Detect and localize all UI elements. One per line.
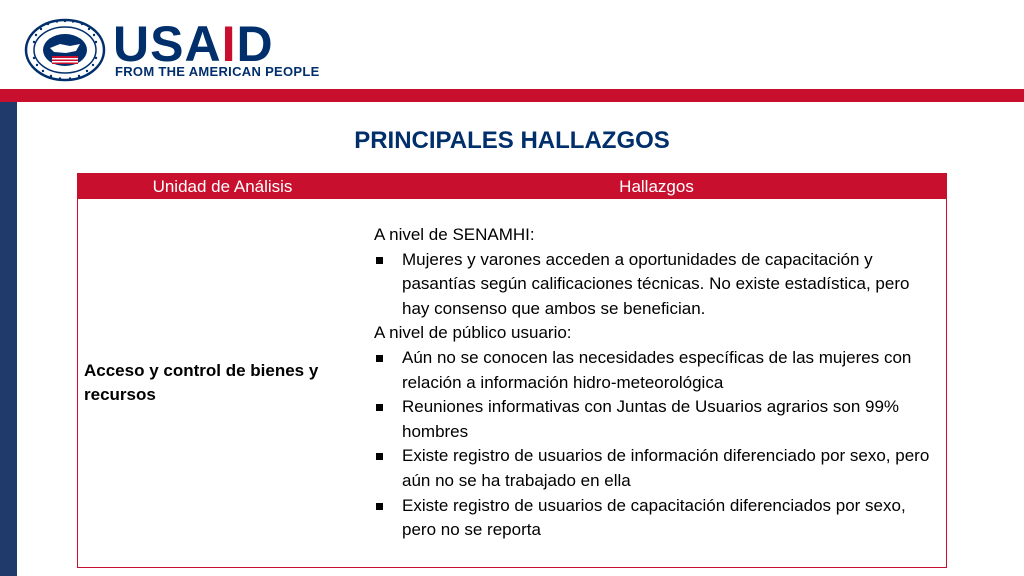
left-accent-bar xyxy=(0,102,17,576)
usaid-seal-icon xyxy=(24,18,106,82)
list-item xyxy=(374,494,938,543)
square-bullet-icon xyxy=(376,503,383,510)
list-item xyxy=(374,248,938,322)
logo-wordmark xyxy=(113,16,274,72)
square-bullet-icon xyxy=(376,404,383,411)
square-bullet-icon xyxy=(376,257,383,264)
section-heading-public-users: A nivel de público usuario: xyxy=(374,323,572,343)
unit-of-analysis-cell xyxy=(78,199,367,567)
unit-of-analysis-text: Acceso y control de bienes y recursos xyxy=(84,361,319,404)
public-users-findings-list xyxy=(374,346,938,543)
findings-table xyxy=(77,173,947,568)
list-item xyxy=(374,444,938,493)
table-body-row xyxy=(78,199,946,567)
usaid-logo xyxy=(113,16,320,80)
list-item-text: Existe registro de usuarios de capacitación diferenciados por sexo, pero no se reporta xyxy=(402,495,906,540)
list-item xyxy=(374,346,938,395)
header-red-bar xyxy=(0,89,1024,102)
list-item-text: Existe registro de usuarios de información diferenciado por sexo, pero aún no se ha trabajado en ella xyxy=(402,446,930,490)
logo-tagline: FROM THE AMERICAN PEOPLE xyxy=(115,64,320,79)
logo-d-text: D xyxy=(236,16,274,72)
list-item-text: Aún no se conocen las necesidades específicas de las mujeres con relación a información hidro-meteorológica xyxy=(402,347,912,392)
table-header-row xyxy=(78,174,946,199)
list-item-text: Reuniones informativas con Juntas de Usuarios agrarios son 99% hombres xyxy=(402,397,900,441)
header-findings: Hallazgos xyxy=(619,177,694,196)
header-unit-of-analysis: Unidad de Análisis xyxy=(152,177,293,196)
list-item xyxy=(374,395,938,444)
senamhi-findings-list xyxy=(374,248,938,322)
list-item-text: Mujeres y varones acceden a oportunidades de capacitación y pasantías según calificaciones técnicas. No existe estadística, pero hay consenso que ambos se benefician. xyxy=(402,249,910,318)
logo-usa-text: USA xyxy=(113,16,222,72)
square-bullet-icon xyxy=(376,355,383,362)
page-title: PRINCIPALES HALLAZGOS xyxy=(354,127,670,154)
logo-i-text: I xyxy=(221,16,237,72)
square-bullet-icon xyxy=(376,453,383,460)
section-heading-senamhi: A nivel de SENAMHI: xyxy=(374,225,535,244)
findings-cell xyxy=(367,199,946,567)
